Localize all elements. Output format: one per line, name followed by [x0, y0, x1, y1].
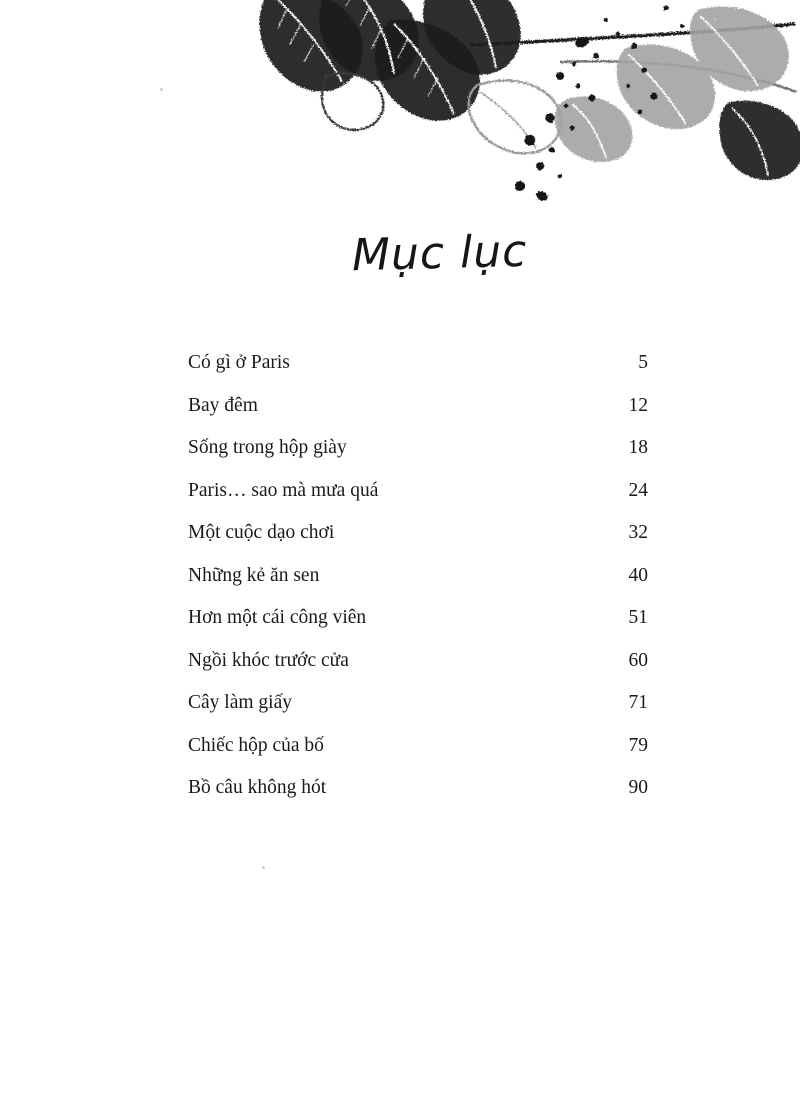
leaf-branch-illustration: [230, 0, 800, 240]
toc-entry-page: 71: [628, 692, 648, 713]
page-title: Mục lục: [351, 225, 529, 282]
paper-speck: [714, 18, 716, 20]
toc-entry-page: 60: [628, 649, 648, 671]
toc-entry-title: Bồ câu không hót: [188, 777, 327, 798]
paper-speck: [160, 88, 163, 91]
toc-entry-title: Ngồi khóc trước cửa: [188, 649, 349, 671]
toc-entry-title: Chiếc hộp của bố: [188, 734, 324, 756]
toc-entry[interactable]: [188, 735, 648, 778]
toc-entry-title: Cây làm giấy: [188, 692, 292, 713]
toc-entry-title: Một cuộc dạo chơi: [188, 522, 335, 543]
toc-entry-page: 32: [628, 522, 648, 543]
toc-entry[interactable]: [188, 692, 648, 735]
toc-entry-title: Sống trong hộp giày: [188, 437, 347, 458]
toc-entry-page: 51: [628, 607, 648, 628]
toc-entry[interactable]: [188, 480, 648, 523]
paper-speck: [262, 866, 265, 869]
toc-entry-title: Những kẻ ăn sen: [188, 564, 320, 586]
toc-entry-page: 90: [628, 777, 648, 798]
toc-entry[interactable]: [188, 565, 648, 608]
toc-entry-page: 24: [628, 479, 648, 501]
toc-entry-page: 18: [628, 437, 648, 458]
toc-entry[interactable]: [188, 437, 648, 480]
toc-entry[interactable]: [188, 395, 648, 438]
toc-entry-page: 40: [628, 564, 648, 586]
toc-entry-page: 5: [638, 352, 648, 373]
toc-entry-title: Paris… sao mà mưa quá: [188, 479, 379, 501]
toc-entry[interactable]: [188, 777, 648, 820]
page-title-wrap: [0, 225, 800, 282]
toc-entry-title: Bay đêm: [188, 394, 258, 416]
toc-entry[interactable]: [188, 607, 648, 650]
toc-entry[interactable]: [188, 522, 648, 565]
table-of-contents: [188, 352, 648, 820]
toc-entry[interactable]: [188, 352, 648, 395]
toc-entry-title: Có gì ở Paris: [188, 352, 290, 373]
toc-entry-page: 79: [628, 734, 648, 756]
toc-entry-title: Hơn một cái công viên: [188, 607, 367, 628]
toc-entry-page: 12: [628, 394, 648, 416]
toc-entry[interactable]: [188, 650, 648, 693]
